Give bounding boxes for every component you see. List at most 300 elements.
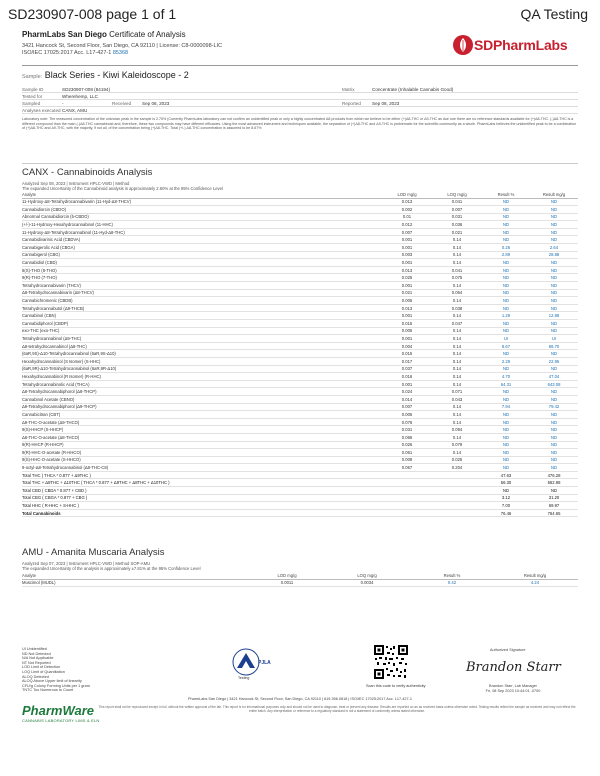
- report-id-title: SD230907-008 page 1 of 1: [8, 6, 177, 22]
- lod-value: 0.005: [382, 297, 432, 305]
- result-mg: 79.42: [530, 403, 578, 411]
- footer-address: PharmLabs San Diego | 3421 Hancock St, Second Floor, San Diego, CA 92110 | 619.356.0818 | ISO/IEC 17025:2017 Acc. L17-427-1: [187, 697, 413, 701]
- lod-value: 0.015: [382, 320, 432, 328]
- total-percent: 3.12: [482, 494, 530, 502]
- loq-value: 0.064: [432, 289, 482, 297]
- analyte-name: Cannabidiphorol (CBDP): [22, 320, 382, 328]
- result-percent: ND: [482, 464, 530, 472]
- analyte-name: 9(R)-HHC-O-acetate (R-HHCO): [22, 449, 382, 457]
- result-mg: 2.64: [530, 244, 578, 252]
- canx-analysis-info: [22, 181, 223, 191]
- analyte-name: Hexahydrocannabinol (R Isomer) (R-HHC): [22, 373, 382, 381]
- result-mg: ND: [530, 320, 578, 328]
- result-percent: UI: [482, 335, 530, 343]
- amu-analyzed: Analyzed Sep 07, 2023 | Instrument HPLC-VWD | Method SOP-AMU: [22, 561, 151, 566]
- iso-link[interactable]: 85368: [112, 50, 129, 56]
- lod-value: 0.013: [382, 198, 432, 206]
- table-row: [22, 312, 578, 320]
- result-percent: ND: [482, 266, 530, 274]
- meta-key: Reported: [342, 100, 361, 106]
- total-mg: 562.98: [530, 479, 578, 487]
- result-percent: ND: [482, 206, 530, 214]
- loq-value: 0.14: [432, 350, 482, 358]
- analyte-name: Cannabichromenic (CBDB): [22, 297, 382, 305]
- total-row: [22, 479, 578, 487]
- analyte-name: Δ9-THC-O-acetate (Δ9-THCO): [22, 418, 382, 426]
- loq-value: 0.14: [432, 403, 482, 411]
- loq-value: 0.025: [432, 456, 482, 464]
- result-percent: ND: [482, 274, 530, 282]
- loq-value: 0.079: [432, 441, 482, 449]
- lod-value: 0.026: [382, 441, 432, 449]
- meta-key: Analyses executed: [22, 107, 61, 113]
- result-mg: ND: [530, 418, 578, 426]
- result-percent: 1.29: [482, 312, 530, 320]
- loq-value: 0.021: [432, 228, 482, 236]
- loq-value: 0.14: [432, 357, 482, 365]
- analyte-name: Cannabidivarinic Acid (CBDVA): [22, 236, 382, 244]
- loq-value: 0.14: [432, 418, 482, 426]
- table-row: [22, 411, 578, 419]
- result-mg: ND: [530, 198, 578, 206]
- result-percent: ND: [482, 228, 530, 236]
- meta-key: Matrix: [342, 86, 355, 92]
- signer-name: Brandon Starr, Lab Manager: [489, 684, 537, 688]
- result-mg: ND: [530, 282, 578, 290]
- col-result-mg: Result mg/g: [530, 193, 578, 198]
- table-row: [22, 213, 578, 221]
- analyte-name: Δ8-Tetrahydrocannabivarin (Δ8-THCV): [22, 289, 382, 297]
- loq-value: 0.14: [432, 297, 482, 305]
- table-row: [22, 251, 578, 259]
- analyte-name: Tetrahydrocannabinolic Acid (THCA): [22, 380, 382, 388]
- meta-value: CANX, AMU: [62, 107, 88, 113]
- meta-value: Wherehemp, LLC: [62, 93, 99, 99]
- analyte-name: Cannabidiorcin (CBDO): [22, 206, 382, 214]
- table-row: [22, 380, 578, 388]
- analyte-name: Tetrahydrocannabutol (Δ9-THCB): [22, 304, 382, 312]
- analyte-name: (+/-)-11-Hydroxy-Hexahydrocannabinol (11-HHC): [22, 221, 382, 229]
- result-mg: 22.95: [530, 357, 578, 365]
- total-percent: 76.46: [482, 509, 530, 517]
- legend-item: CFU/g Colony Forming Units per 1 gram: [22, 683, 90, 688]
- table-row: [22, 350, 578, 358]
- result-mg: 28.88: [530, 251, 578, 259]
- result-percent: ND: [482, 388, 530, 396]
- result-mg: ND: [530, 289, 578, 297]
- qr-code[interactable]: [373, 644, 409, 680]
- col-result-pct: Result %: [482, 193, 530, 198]
- loq-value: 0.14: [432, 373, 482, 381]
- table-row: [22, 327, 578, 335]
- result-percent: ND: [482, 441, 530, 449]
- qr-code-icon: [373, 644, 409, 680]
- loq-value: 0.14: [432, 411, 482, 419]
- lod-value: 0.012: [382, 221, 432, 229]
- result-percent: ND: [482, 289, 530, 297]
- total-name: Total CBG ( CBGA * 0.877 + CBG ): [22, 494, 482, 502]
- meta-key: Sample ID: [22, 86, 44, 92]
- result-mg: 86.70: [530, 342, 578, 350]
- result-mg: ND: [530, 228, 578, 236]
- result-mg: ND: [530, 221, 578, 229]
- sample-title: [22, 70, 189, 80]
- loq-value: 0.14: [432, 342, 482, 350]
- col-loq: LOQ mg/g: [432, 193, 482, 198]
- result-percent: ND: [482, 304, 530, 312]
- result-mg: ND: [530, 426, 578, 434]
- result-mg: ND: [530, 365, 578, 373]
- total-percent: ND: [482, 487, 530, 495]
- table-row: [22, 297, 578, 305]
- loq-value: 0.041: [432, 198, 482, 206]
- lod-value: 0.007: [382, 228, 432, 236]
- lod-value: 0.067: [382, 464, 432, 472]
- legend-item: TNTC Too Numerous to Count: [22, 688, 74, 693]
- loq-value: 0.0034: [322, 579, 412, 587]
- total-row: [22, 502, 578, 510]
- total-name: Total Cannabinoids: [22, 509, 482, 517]
- pjla-text: PJLA: [258, 660, 271, 666]
- loq-value: 0.14: [432, 244, 482, 252]
- result-mg: ND: [530, 433, 578, 441]
- result-percent: 4.70: [482, 373, 530, 381]
- sample-name: Black Series - Kiwi Kaleidoscope - 2: [44, 70, 189, 80]
- qa-testing-title: QA Testing: [520, 6, 588, 22]
- pjla-label: Testing: [238, 676, 250, 680]
- amu-analysis-info: [22, 561, 201, 571]
- lod-value: 0.013: [382, 266, 432, 274]
- result-mg: 643.08: [530, 380, 578, 388]
- signer-block: [478, 684, 548, 693]
- result-mg: ND: [530, 411, 578, 419]
- analyte-name: (6aR,9R)-Δ10-Tetrahydrocannabinol (6aR,9R-Δ10): [22, 365, 382, 373]
- analyte-name: (6aR,9S)-Δ10-Tetrahydrocannabinol (6aR,9S-Δ10): [22, 350, 382, 358]
- table-row: [22, 418, 578, 426]
- doc-type: Certificate of Analysis: [109, 30, 186, 39]
- lod-value: 0.061: [382, 449, 432, 457]
- loq-value: 0.14: [432, 433, 482, 441]
- result-mg: ND: [530, 236, 578, 244]
- pjla-icon: [232, 648, 260, 676]
- lab-address-block: [22, 43, 222, 57]
- table-row: [22, 456, 578, 464]
- logo-text: SDPharmLabs: [474, 37, 568, 53]
- meta-row: [22, 86, 578, 93]
- canx-analyzed: Analyzed Sep 08, 2023 | Instrument HPLC-VWD | Method: [22, 181, 130, 186]
- meta-value: Sep 06, 2023: [142, 100, 170, 106]
- result-mg: ND: [530, 206, 578, 214]
- result-mg: ND: [530, 388, 578, 396]
- lod-value: 0.016: [382, 373, 432, 381]
- total-name: Total CBD ( CBDA * 0.877 + CBD ): [22, 487, 482, 495]
- result-percent: ND: [482, 213, 530, 221]
- table-row: [22, 304, 578, 312]
- result-percent: ND: [482, 236, 530, 244]
- result-mg: 12.88: [530, 312, 578, 320]
- lod-value: 0.003: [382, 251, 432, 259]
- result-mg: UI: [530, 335, 578, 343]
- analyte-name: Cannabigerol (CBG): [22, 251, 382, 259]
- lod-value: 0.001: [382, 335, 432, 343]
- loq-value: 0.204: [432, 464, 482, 472]
- pharmlabs-leaf-icon: [452, 34, 474, 56]
- result-mg: ND: [530, 456, 578, 464]
- total-percent: 7.00: [482, 502, 530, 510]
- analyte-name: Tetrahydrocannabinol (Δ9-THC): [22, 335, 382, 343]
- table-row: [22, 228, 578, 236]
- analyte-name: 9(S)-HHCP (S-HHCP): [22, 426, 382, 434]
- col-lod: LOD mg/g: [252, 574, 322, 579]
- canx-section-title: CANX - Cannabinoids Analysis: [22, 167, 153, 178]
- amu-section-title: AMU - Amanita Muscaria Analysis: [22, 547, 165, 558]
- legend-item: ND Not Detected: [22, 651, 51, 656]
- pharmware-logo: PharmWare: [22, 703, 95, 718]
- analyte-name: Δ8-Tetrahydrocannabiphorol (Δ8-THCP): [22, 388, 382, 396]
- total-row: [22, 509, 578, 517]
- lod-value: 0.037: [382, 365, 432, 373]
- analyte-name: Cannabigerolic Acid (CBGA): [22, 244, 382, 252]
- legend-item: LOD Limit of Detection: [22, 665, 61, 670]
- table-row: [22, 282, 578, 290]
- table-row: [22, 365, 578, 373]
- lod-value: 0.008: [382, 456, 432, 464]
- result-percent: ND: [482, 411, 530, 419]
- canx-results-table: [22, 193, 578, 517]
- table-row: [22, 433, 578, 441]
- loq-value: 0.043: [432, 395, 482, 403]
- legend-item: UI Unidentified: [22, 647, 47, 651]
- loq-value: 0.14: [432, 282, 482, 290]
- pharmware-subtitle: CANNABIS LABORATORY LIMS & ELN: [22, 718, 100, 723]
- result-mg: ND: [530, 274, 578, 282]
- result-percent: ND: [482, 426, 530, 434]
- result-percent: ND: [482, 449, 530, 457]
- analyte-name: Δ8-THC-O-acetate (Δ8-THCO): [22, 433, 382, 441]
- result-percent: 0.42: [412, 579, 492, 587]
- table-row: [22, 449, 578, 457]
- lod-value: 0.0011: [252, 579, 322, 587]
- total-mg: ND: [530, 487, 578, 495]
- meta-key: Tested for: [22, 93, 43, 99]
- loq-value: 0.031: [432, 213, 482, 221]
- result-mg: ND: [530, 395, 578, 403]
- total-mg: 476.28: [530, 471, 578, 479]
- lab-name-line: [22, 30, 186, 39]
- table-row: [22, 320, 578, 328]
- loq-value: 0.036: [432, 221, 482, 229]
- lod-value: 0.01: [382, 213, 432, 221]
- total-mg: 31.20: [530, 494, 578, 502]
- loq-value: 0.14: [432, 380, 482, 388]
- result-percent: 2.89: [482, 251, 530, 259]
- result-mg: ND: [530, 449, 578, 457]
- col-result-pct: Result %: [412, 574, 492, 579]
- col-analyte: Analyte: [22, 574, 252, 579]
- total-percent: 56.30: [482, 479, 530, 487]
- lod-value: 0.005: [382, 327, 432, 335]
- lod-value: 0.017: [382, 357, 432, 365]
- table-row: [22, 221, 578, 229]
- lod-value: 0.001: [382, 380, 432, 388]
- handwritten-signature: Brandon Starr: [466, 660, 561, 675]
- loq-value: 0.14: [432, 259, 482, 267]
- table-row: [22, 464, 578, 472]
- loq-value: 0.14: [432, 449, 482, 457]
- analyte-name: 9(R)-HHCP (R-HHCP): [22, 441, 382, 449]
- lod-value: 0.025: [382, 274, 432, 282]
- lab-iso: ISO/IEC 17025:2017 Acc. L17-427-1: [22, 50, 112, 56]
- loq-value: 0.14: [432, 236, 482, 244]
- total-row: [22, 494, 578, 502]
- lod-value: 0.004: [382, 342, 432, 350]
- table-row: [22, 395, 578, 403]
- loq-value: 0.14: [432, 251, 482, 259]
- analyte-name: Cannabicitran (CBT): [22, 411, 382, 419]
- table-row: [22, 266, 578, 274]
- table-row: [22, 289, 578, 297]
- result-mg: ND: [530, 327, 578, 335]
- result-percent: ND: [482, 418, 530, 426]
- legend-item: ALOQ Above Upper limit of linearity: [22, 679, 82, 684]
- col-result-mg: Result mg/g: [492, 574, 578, 579]
- table-row: [22, 236, 578, 244]
- sample-label: Sample:: [22, 74, 43, 80]
- total-name: Total THC + Δ8THC + Δ10THC ( THCA * 0.877 + Δ9THC + Δ8THC + Δ10THC ): [22, 479, 482, 487]
- analyte-name: 11-Hydroxy-Δ8-Tetrahydrocannabinol (11-Hyd-Δ8-THC): [22, 228, 382, 236]
- result-mg: ND: [530, 304, 578, 312]
- col-analyte: Analyte: [22, 193, 382, 198]
- analyte-name: Δ8-tetrahydrocannabinol (Δ8-THC): [22, 342, 382, 350]
- result-percent: 2.29: [482, 357, 530, 365]
- result-mg: ND: [530, 441, 578, 449]
- analyte-name: Cannabinol (CBN): [22, 312, 382, 320]
- meta-key: Received: [112, 100, 132, 106]
- loq-value: 0.007: [432, 206, 482, 214]
- meta-row: [22, 100, 578, 107]
- laboratory-note: Laboratory note: The measured concentration of the unknown peak in the sample is 2.75% (Currently PharmLabs laboratory can not confirm an unidentified peak or only a highly concentrated Δ8 products from which we believe to be either (+)Δ8-THC or Δ9-THC as due one there are no reference standards available for (+)Δ8-THC. (-)Δ8-THC is a different compound than the main (-)Δ8-THC cannabinoid and, therefore, these two compounds may have different efficacies. Using the most advanced instrument and techniques available, the separation of (+)Δ8-THC and Δ9-THC is problematic for the scientific community as a whole. PharmLabs believes the unidentified peak to be a combination of (+)Δ8-THC and Δ9-THC, with the majority, if not all, of the concentration being (+)Δ8-THC. Total (+/-) Δ8-THC concentration is assumed to be 8.67%: [22, 117, 577, 131]
- analyte-name: Muscimol (MUDL): [22, 579, 252, 587]
- lod-value: 0.013: [382, 304, 432, 312]
- analyte-name: 9-octyl-Δ8-Tetrahydrocannabinol (Δ8-THC-C8): [22, 464, 382, 472]
- qr-label: Scan this code to verify authenticity: [366, 684, 426, 688]
- analyte-name: Cannabidiol (CBD): [22, 259, 382, 267]
- loq-value: 0.14: [432, 327, 482, 335]
- loq-value: 0.071: [432, 388, 482, 396]
- table-row: [22, 206, 578, 214]
- lod-value: 0.015: [382, 350, 432, 358]
- legend-item: N/A Not Applicable: [22, 656, 54, 661]
- lod-value: 0.001: [382, 282, 432, 290]
- signature-label: Authorized Signature: [490, 648, 526, 652]
- result-percent: 8.67: [482, 342, 530, 350]
- loq-value: 0.14: [432, 312, 482, 320]
- lod-value: 0.007: [382, 403, 432, 411]
- total-mg: 764.65: [530, 509, 578, 517]
- analyte-name: 8(S)-THO (8-THO): [22, 266, 382, 274]
- table-row: [22, 357, 578, 365]
- result-percent: ND: [482, 221, 530, 229]
- total-percent: 47.63: [482, 471, 530, 479]
- total-name: Total THC ( THCA * 0.877 + Δ9THC ): [22, 471, 482, 479]
- result-percent: ND: [482, 456, 530, 464]
- analyte-name: Cannabinol Acetate (CBNO): [22, 395, 382, 403]
- result-percent: ND: [482, 297, 530, 305]
- result-percent: ND: [482, 365, 530, 373]
- loq-value: 0.094: [432, 426, 482, 434]
- legend-item: LOQ Limit of Quantitation: [22, 669, 65, 674]
- meta-value: SD230907-008 (84194): [62, 86, 111, 92]
- lod-value: 0.021: [382, 289, 432, 297]
- lod-value: 0.002: [382, 206, 432, 214]
- loq-value: 0.14: [432, 335, 482, 343]
- result-percent: 7.94: [482, 403, 530, 411]
- footer-fineprint: This report shall not be reproduced except in full, without the written approval of the lab. This report is for informational purposes only and should not be used to diagnose, treat or prevent any disease. Results are reported on an as received basis unless otherwise noted. Testing results reflect the sample as received and may not reflect the entire batch. Any interpretation or reference to a regulatory standard is not a statement of conformity unless stated otherwise.: [98, 705, 576, 713]
- table-row: [22, 441, 578, 449]
- result-mg: ND: [530, 297, 578, 305]
- analyte-name: 9(S)-HHC-O-acetate (S-HHCO): [22, 456, 382, 464]
- sample-meta-table: [22, 86, 578, 114]
- col-lod: LOD mg/g: [382, 193, 432, 198]
- result-percent: ND: [482, 433, 530, 441]
- lod-value: 0.001: [382, 244, 432, 252]
- col-loq: LOQ mg/g: [322, 574, 412, 579]
- meta-row: [22, 93, 578, 100]
- lod-value: 0.076: [382, 418, 432, 426]
- result-percent: ND: [482, 350, 530, 358]
- meta-row: [22, 107, 578, 114]
- table-row: [22, 579, 578, 587]
- lab-address: 3421 Hancock St, Second Floor, San Diego, CA 92110 | License: C8-0000098-LIC: [22, 43, 223, 49]
- analyte-name: Abnormal Cannabidiorcin (b-CBDO): [22, 213, 382, 221]
- canx-uncertainty: The expanded Uncertainty of the Cannabinoid analysis is approximately 2.60% at the 95% Confidence Level: [22, 186, 223, 191]
- lod-value: 0.024: [382, 388, 432, 396]
- table-row: [22, 259, 578, 267]
- meta-key: Sampled: [22, 100, 41, 106]
- lod-value: 0.001: [382, 259, 432, 267]
- table-row: [22, 403, 578, 411]
- result-percent: ND: [482, 198, 530, 206]
- result-mg: ND: [530, 259, 578, 267]
- amu-uncertainty: The expanded Uncertainty of the analysis is approximately ±7.81% at the 95% Confidence Level: [22, 566, 201, 571]
- result-percent: ND: [482, 327, 530, 335]
- table-row: [22, 335, 578, 343]
- meta-value: Sep 08, 2023: [372, 100, 400, 106]
- result-percent: 0.26: [482, 244, 530, 252]
- total-name: Total HHC ( R-HHC + S-HHC ): [22, 502, 482, 510]
- loq-value: 0.047: [432, 320, 482, 328]
- loq-value: 0.041: [432, 266, 482, 274]
- lod-value: 0.066: [382, 433, 432, 441]
- analyte-name: Hexahydrocannabinol (S Isomer) (S-HHC): [22, 357, 382, 365]
- legend-item: ALOQ Detected: [22, 674, 49, 679]
- table-row: [22, 373, 578, 381]
- table-row: [22, 274, 578, 282]
- analyte-name: 11-Hydroxy-Δ8-Tetrahydrocannabivarin (11-Hyd-Δ8-THCV): [22, 198, 382, 206]
- analyte-name: 9(R)-THO (7-THO): [22, 274, 382, 282]
- lod-value: 0.001: [382, 312, 432, 320]
- analyte-name: Δ9-Tetrahydrocannabiphorol (Δ9-THCP): [22, 403, 382, 411]
- result-mg: 4.24: [492, 579, 578, 587]
- table-row: [22, 244, 578, 252]
- result-percent: ND: [482, 259, 530, 267]
- result-mg: ND: [530, 213, 578, 221]
- table-row: [22, 426, 578, 434]
- table-row: [22, 388, 578, 396]
- total-mg: 69.97: [530, 502, 578, 510]
- total-row: [22, 471, 578, 479]
- lab-iso-line: [22, 50, 222, 57]
